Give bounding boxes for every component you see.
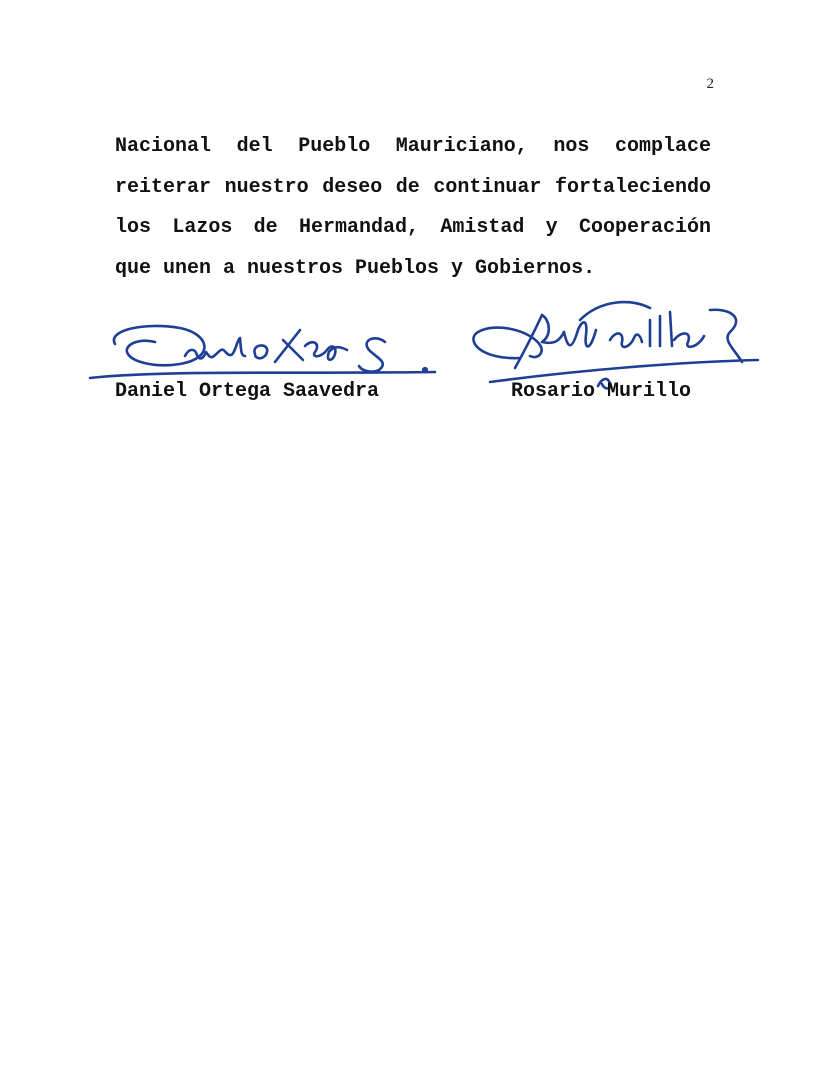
signer-name-ortega: Daniel Ortega Saavedra	[115, 380, 380, 403]
letter-body	[115, 127, 715, 289]
murillo-signature	[460, 290, 760, 390]
signer-name-murillo: Rosario Murillo	[511, 380, 692, 403]
page-number: 2	[706, 76, 714, 92]
body-line-4: que unen a nuestros Pueblos y Gobiernos.	[115, 256, 596, 280]
signature-block	[0, 290, 825, 420]
body-line-3: los Lazos de Hermandad, Amistad y Cooperación	[115, 216, 711, 239]
body-line-2: reiterar nuestro deseo de continuar fortaleciendo	[115, 175, 711, 199]
ortega-signature	[85, 300, 445, 380]
body-line-1: Nacional del Pueblo Mauriciano, nos complace	[115, 135, 711, 158]
